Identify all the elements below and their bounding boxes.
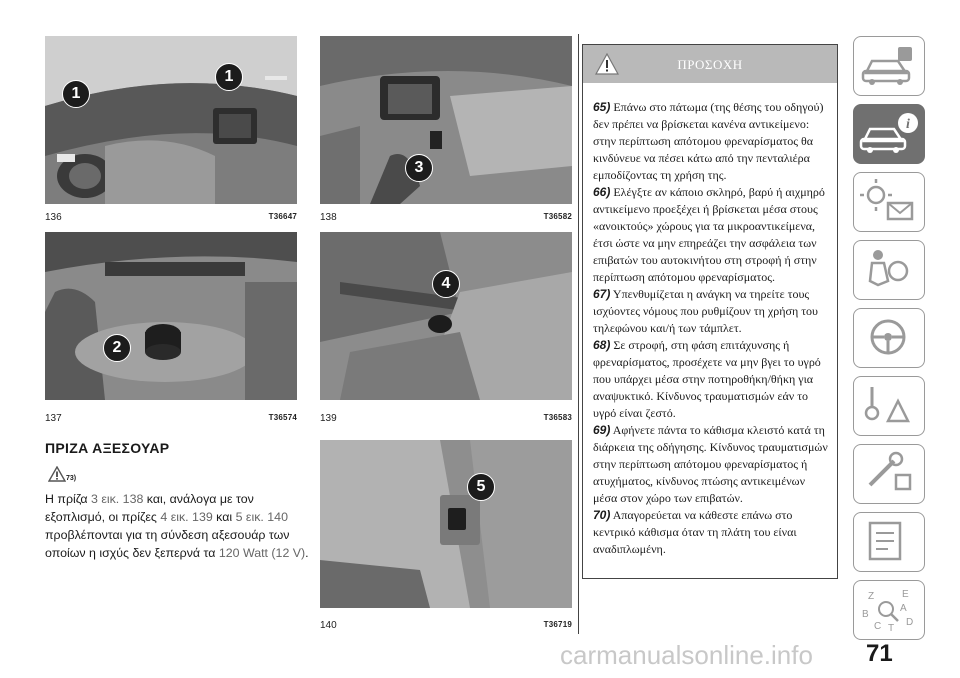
figure-137-caption (45, 413, 297, 427)
index-letter: Z (868, 591, 875, 602)
index-letter: C (874, 621, 882, 632)
caution-title: ΠΡΟΣΟΧΗ (677, 57, 743, 72)
figure-code: T36583 (543, 413, 572, 422)
caution-item (593, 507, 829, 558)
caution-items (593, 99, 829, 558)
warning-triangle-icon (48, 466, 66, 482)
section-title: ΠΡΙΖΑ ΑΞΕΣΟΥΑΡ (45, 440, 170, 456)
tab-safety[interactable] (853, 240, 925, 300)
figure-137-photo (45, 232, 297, 400)
caution-item-text: Υπενθυμίζεται η ανάγκη να τηρείτε τους ισχύοντες νόμους που ρυθμίζουν τη χρήση του τηλεφώνου και/ή των τάμπλετ. (593, 287, 818, 335)
tab-maintenance[interactable] (853, 444, 925, 504)
index-letter: A (900, 603, 907, 614)
callout-2: 2 (103, 334, 131, 362)
figure-136-photo (45, 36, 297, 204)
caution-item (593, 422, 829, 507)
text-part: και, ανάλογα με τον εξοπλισμό, οι πρίζες (45, 492, 254, 524)
index-letter: D (906, 617, 914, 628)
warning-ref-number: 73) (66, 475, 77, 482)
callout-1b: 1 (215, 63, 243, 91)
figure-number: 139 (320, 413, 337, 424)
text-part: προβλέπονται για τη σύνδεση αξεσουάρ των οποίων η ισχύς δεν ξεπερνά τα (45, 528, 290, 560)
side-panel-illustration (320, 440, 572, 608)
caution-header (583, 45, 837, 83)
figure-reference: 3 εικ. 138 (90, 492, 144, 506)
center-console-illustration (320, 36, 572, 204)
caution-item (593, 99, 829, 184)
dashboard-illustration (45, 36, 297, 204)
power-rating: 120 Watt (12 V) (218, 546, 306, 560)
index-letter: E (902, 589, 909, 600)
caution-item-number: 66) (593, 185, 611, 199)
caution-item-text: Αφήνετε πάντα το κάθισμα κλειστό κατά τη διάρκεια της οδήγησης. Κίνδυνος τραυματισμών στην περίπτωση απότομου φρεναρίσματος ή ατυχήματος, κίνδυνος πτώσης αντικειμένων μέσα στον χώρο των επιβατών. (593, 423, 828, 505)
index-icon (854, 581, 922, 637)
figure-code: T36582 (543, 212, 572, 221)
figure-140-photo (320, 440, 572, 608)
section-body (45, 490, 315, 562)
figure-code: T36574 (268, 413, 297, 422)
text-part: και (212, 510, 236, 524)
index-letter: B (862, 609, 869, 620)
caution-item-number: 70) (593, 508, 611, 522)
steering-icon (854, 309, 922, 365)
caution-item-text: Απαγορεύεται να κάθεστε επάνω στο κεντρικό κάθισμα όταν τη πλάτη του είναι αναδιπλωμένη. (593, 508, 797, 556)
figure-138-caption (320, 212, 572, 226)
caution-item-number: 69) (593, 423, 611, 437)
specs-icon (854, 513, 922, 569)
callout-4: 4 (432, 270, 460, 298)
airbag-icon (854, 241, 922, 297)
figure-code: T36719 (543, 620, 572, 629)
callout-1a: 1 (62, 80, 90, 108)
figure-number: 137 (45, 413, 62, 424)
tab-car-info-active[interactable] (853, 104, 925, 164)
tab-car-overview[interactable] (853, 36, 925, 96)
caution-item (593, 337, 829, 422)
caution-item-number: 68) (593, 338, 611, 352)
figure-number: 140 (320, 620, 337, 631)
breakdown-icon (854, 377, 922, 433)
tab-emergency[interactable] (853, 376, 925, 436)
callout-3: 3 (405, 154, 433, 182)
warning-reference (48, 466, 77, 487)
figure-code: T36647 (268, 212, 297, 221)
svg-text:i: i (906, 117, 910, 132)
figure-number: 136 (45, 212, 62, 223)
figure-reference: 5 εικ. 140 (235, 510, 288, 524)
caution-item-number: 65) (593, 100, 611, 114)
page-number: 71 (866, 640, 893, 667)
seat-base-illustration (320, 232, 572, 400)
car-info-active-icon (854, 105, 922, 161)
watermark: carmanualsonline.info (560, 640, 813, 670)
caution-item-text: Επάνω στο πάτωμα (της θέσης του οδηγού) δεν πρέπει να βρίσκεται κανένα αντικείμενο: στην περίπτωση απότομου φρεναρίσματος θα κινδύνευε να πέσει κάτω από την πενταλιέρα εμποδίζοντας τη χρήση της. (593, 100, 824, 182)
tab-specifications[interactable] (853, 512, 925, 572)
maintenance-icon (854, 445, 922, 501)
caution-item-number: 67) (593, 287, 611, 301)
figure-139-caption (320, 413, 572, 427)
caution-item-text: Ελέγξτε αν κάποιο σκληρό, βαρύ ή αιχμηρό αντικείμενο προεξέχει ή βρίσκεται μέσα στους «ανοικτούς» χώρους για τα μικροαντικείμενα, έτσι ώστε να μην επηρεάζει την ασφάλεια των επιβατών του αυτοκινήτου στη στροφή ή στην περίπτωση απότομου φρεναρίσματος. (593, 185, 825, 284)
text-part: Η πρίζα (45, 492, 91, 506)
figure-136-caption (45, 212, 297, 226)
text-part: . (305, 546, 309, 560)
figure-reference: 4 εικ. 139 (160, 510, 213, 524)
caution-item-text: Σε στροφή, στη φάση επιτάχυνσης ή φρεναρίσματος, προσέχετε να μην βγει το υγρό που υπάρχει μέσα στην ποτηροθήκη/θήκη για αναψυκτικό. Κίνδυνος τραυματισμών εάν το υγρό είναι ζεστό. (593, 338, 821, 420)
warning-lights-icon (854, 173, 922, 229)
figure-139-photo (320, 232, 572, 400)
callout-5: 5 (467, 473, 495, 501)
caution-box (582, 44, 838, 579)
figure-138-photo (320, 36, 572, 204)
tab-warning-lights[interactable] (853, 172, 925, 232)
tab-index[interactable] (853, 580, 925, 640)
index-letter: T (888, 623, 895, 634)
caution-item (593, 286, 829, 337)
figure-number: 138 (320, 212, 337, 223)
column-divider (578, 34, 579, 634)
console-illustration (45, 232, 297, 400)
tab-driving[interactable] (853, 308, 925, 368)
figure-140-caption (320, 620, 572, 634)
caution-item (593, 184, 829, 286)
car-info-icon (854, 37, 922, 93)
